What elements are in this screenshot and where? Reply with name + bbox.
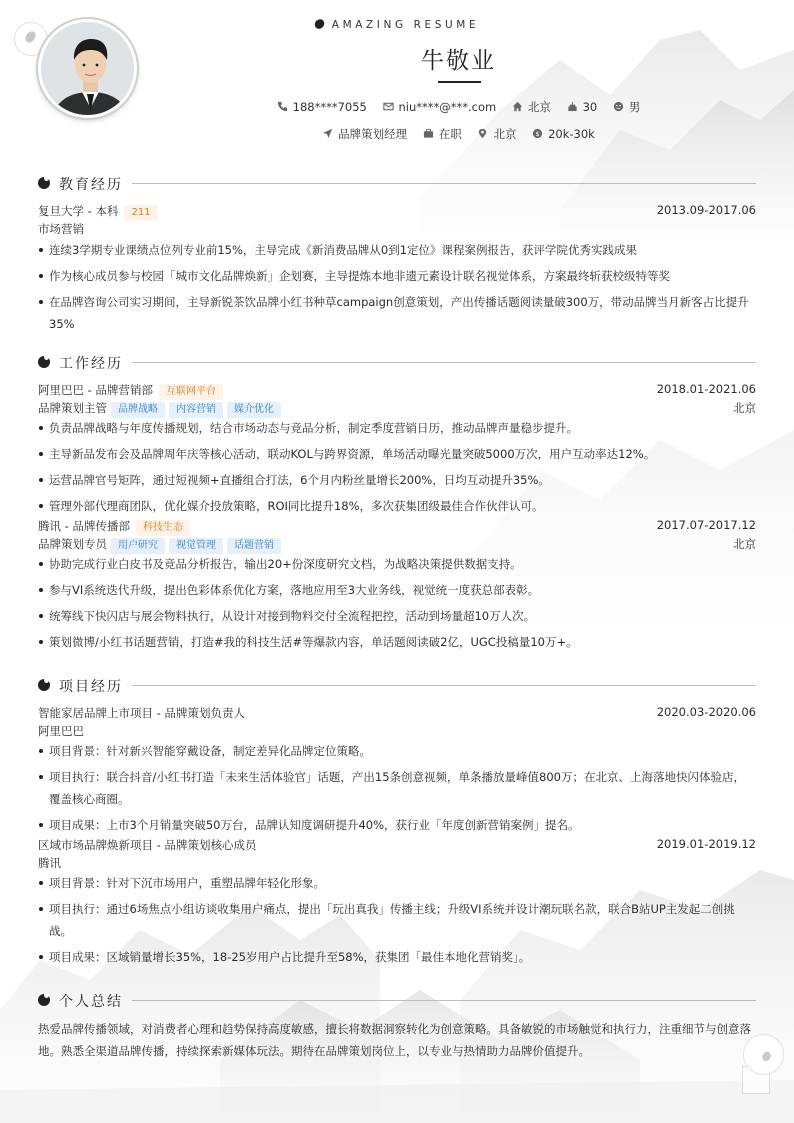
summary-text: 热爱品牌传播领域，对消费者心理和趋势保持高度敏感，擅长将数据洞察转化为创意策略。具备敏锐的市场触觉和执行力，注重细节与创意落地。熟悉全渠道品牌传播，持续探索新媒体玩法。期待在品牌策划岗位上，以专业与热情助力品牌价值提升。 xyxy=(38,1022,751,1058)
target-city-text: 北京 xyxy=(493,127,517,141)
salary-info xyxy=(532,127,595,141)
education-bullets xyxy=(38,239,756,335)
position-text: 品牌策划经理 xyxy=(338,127,408,141)
project-bullets xyxy=(38,872,756,968)
list-item: 项目背景：针对新兴智能穿戴设备，制定差异化品牌定位策略。 xyxy=(38,740,756,762)
gender-text: 男 xyxy=(628,100,641,114)
project-header-row xyxy=(38,836,756,854)
job-header-row xyxy=(38,381,756,399)
company-name: 阿里巴巴 - 品牌营销部 xyxy=(38,383,153,397)
list-item: 运营品牌官号矩阵，通过短视频+直播组合打法，6个月内粉丝量增长200%，日均互动提升35%。 xyxy=(38,469,756,491)
list-item: 项目执行：通过6场焦点小组访谈收集用户痛点，提出「玩出真我」传播主线；升级VI系统并设计潮玩联名款，联合B站UP主发起二创挑战。 xyxy=(38,898,756,942)
salary-text: 20k-30k xyxy=(548,127,595,141)
company-tag: 科技生态 xyxy=(136,520,190,536)
home-icon xyxy=(512,101,523,112)
education-major-row xyxy=(38,220,756,238)
project-org-row xyxy=(38,722,756,740)
project-date: 2019.01-2019.12 xyxy=(656,837,756,851)
company-name: 腾讯 - 品牌传播部 xyxy=(38,519,130,533)
project-name: 区域市场品牌焕新项目 - 品牌策划核心成员 xyxy=(38,838,257,852)
section-title: 教育经历 xyxy=(59,177,123,193)
briefcase-icon xyxy=(423,128,434,139)
brand-text: AMAZING RESUME xyxy=(331,19,480,31)
list-item: 在品牌咨询公司实习期间，主导新锐茶饮品牌小红书种草campaign创意策划，产出传播话题阅读量破300万，带动品牌当月新客占比提升35% xyxy=(38,291,756,335)
project-org-row xyxy=(38,854,756,872)
job-location: 北京 xyxy=(733,537,756,551)
list-item: 管理外部代理商团队，优化媒介投放策略，ROI同比提升18%，多次获集团级最佳合作伙伴认可。 xyxy=(38,495,756,517)
list-item: 主导新品发布会及品牌周年庆等核心活动，联动KOL与跨界资源，单场活动曝光量突破5000万次，用户互动率达12%。 xyxy=(38,443,756,465)
section-title: 个人总结 xyxy=(59,994,123,1010)
candidate-name: 牛敬业 xyxy=(421,48,496,74)
phone-info xyxy=(277,100,367,114)
project-header-row xyxy=(38,704,756,722)
list-item: 策划微博/小红书话题营销，打造#我的科技生活#等爆款内容，单话题阅读破2亿，UGC投稿量10万+。 xyxy=(38,631,756,653)
project-bullets xyxy=(38,740,756,836)
projects-section xyxy=(38,675,756,972)
position-info xyxy=(322,126,407,142)
job-location: 北京 xyxy=(733,401,756,415)
section-divider xyxy=(132,1000,756,1001)
skill-tag: 品牌战略 xyxy=(111,402,165,418)
job-bullets xyxy=(38,417,756,517)
section-divider xyxy=(132,685,756,686)
list-item: 连续3学期专业课绩点位列专业前15%，主导完成《新消费品牌从0到1定位》课程案例报告，获评学院优秀实践成果 xyxy=(38,239,756,261)
list-item: 协助完成行业白皮书及竞品分析报告，输出20+份深度研究文档，为战略决策提供数据支持。 xyxy=(38,553,756,575)
summary-section xyxy=(38,990,756,1062)
skill-tag: 话题营销 xyxy=(227,538,281,554)
skill-tag: 媒介优化 xyxy=(227,402,281,418)
email-text: niu****@***.com xyxy=(398,100,497,114)
school-tag: 211 xyxy=(124,205,157,221)
phone-text: 188****7055 xyxy=(292,100,367,114)
mail-icon xyxy=(383,101,394,112)
email-info xyxy=(383,100,497,114)
list-item: 参与VI系统迭代升级，提出色彩体系优化方案，落地应用至3大业务线，视觉统一度获总部表彰。 xyxy=(38,579,756,601)
job-role: 品牌策划专员 xyxy=(38,537,107,551)
skill-tag: 视觉管理 xyxy=(169,538,223,554)
send-icon xyxy=(322,128,333,139)
contact-row xyxy=(0,99,794,115)
job-header-row xyxy=(38,517,756,535)
city-info xyxy=(512,99,551,115)
section-header xyxy=(38,173,756,193)
work-section xyxy=(38,352,756,657)
list-item: 项目背景：针对下沉市场用户，重塑品牌年轻化形象。 xyxy=(38,872,756,894)
project-org: 阿里巴巴 xyxy=(38,724,84,738)
list-item: 项目成果：区域销量增长35%，18-25岁用户占比提升至58%，获集团「最佳本地化营销奖」。 xyxy=(38,946,756,968)
skill-tag: 用户研究 xyxy=(111,538,165,554)
status-text: 在职 xyxy=(438,127,462,141)
job-role-row xyxy=(38,535,756,553)
list-item: 负责品牌战略与年度传播规划，结合市场动态与竞品分析，制定季度营销日历，推动品牌声量稳步提升。 xyxy=(38,417,756,439)
section-dot-icon xyxy=(38,177,50,189)
project-date: 2020.03-2020.06 xyxy=(656,705,756,719)
name-underline xyxy=(438,81,481,83)
age-text: 30 xyxy=(582,100,598,114)
list-item: 作为核心成员参与校园「城市文化品牌焕新」企划赛，主导提炼本地非遗元素设计联名视觉体系，方案最终斩获校级特等奖 xyxy=(38,265,756,287)
brand-label xyxy=(0,19,794,31)
job-intent-row xyxy=(0,126,794,142)
company-tag: 互联网平台 xyxy=(159,384,223,400)
section-header xyxy=(38,352,756,372)
location-icon xyxy=(477,128,488,139)
education-header-row xyxy=(38,202,756,220)
city-text: 北京 xyxy=(527,100,551,114)
education-date: 2013.09-2017.06 xyxy=(656,203,756,217)
section-dot-icon xyxy=(38,356,50,368)
gender-info xyxy=(613,99,641,115)
money-icon xyxy=(532,128,543,139)
education-section xyxy=(38,173,756,339)
major-text: 市场营销 xyxy=(38,222,84,236)
target-city-info xyxy=(477,126,516,142)
section-header xyxy=(38,675,756,695)
section-dot-icon xyxy=(38,679,50,691)
school-name: 复旦大学 - 本科 xyxy=(38,204,119,218)
gender-icon xyxy=(613,101,624,112)
list-item: 项目执行：联合抖音/小红书打造「未来生活体验官」话题，产出15条创意视频，单条播放量峰值800万；在北京、上海落地快闪体验店，覆盖核心商圈。 xyxy=(38,766,756,810)
project-org: 腾讯 xyxy=(38,856,61,870)
section-dot-icon xyxy=(38,994,50,1006)
list-item: 统筹线下快闪店与展会物料执行，从设计对接到物料交付全流程把控，活动到场量超10万人次。 xyxy=(38,605,756,627)
age-info xyxy=(567,100,598,114)
skill-tag: 内容营销 xyxy=(169,402,223,418)
job-bullets xyxy=(38,553,756,653)
job-date: 2017.07-2017.12 xyxy=(656,518,756,532)
svg-text:$: $ xyxy=(535,129,540,138)
section-divider xyxy=(132,362,756,363)
status-info xyxy=(423,126,462,142)
list-item: 项目成果：上市3个月销量突破50万台，品牌认知度调研提升40%，获行业「年度创新营销案例」提名。 xyxy=(38,814,756,836)
phone-icon xyxy=(277,101,288,112)
job-date: 2018.01-2021.06 xyxy=(656,382,756,396)
section-title: 工作经历 xyxy=(59,356,123,372)
age-icon xyxy=(567,101,578,112)
ink-drop-icon xyxy=(313,18,325,31)
section-header xyxy=(38,990,756,1010)
section-title: 项目经历 xyxy=(59,679,123,695)
section-divider xyxy=(132,183,756,184)
job-role: 品牌策划主管 xyxy=(38,401,107,415)
decor-circle-bottom-right xyxy=(743,1034,784,1075)
job-role-row xyxy=(38,399,756,417)
project-name: 智能家居品牌上市项目 - 品牌策划负责人 xyxy=(38,706,245,720)
